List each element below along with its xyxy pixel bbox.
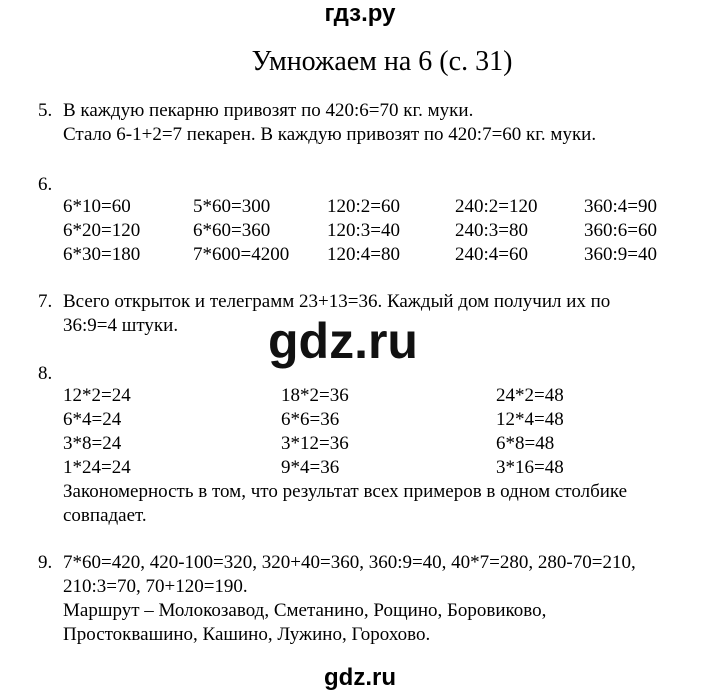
task-9-line-1: 7*60=420, 420-100=320, 320+40=360, 360:9=40, 40*7=280, 280-70=210,: [63, 552, 636, 573]
task-8-cell: 6*4=24: [63, 409, 122, 430]
task-6-cell: 6*20=120: [63, 220, 141, 241]
site-header: гдз.ру: [324, 0, 396, 27]
task-6-cell: 7*600=4200: [193, 244, 290, 265]
task-6-cell: 360:4=90: [584, 196, 657, 217]
task-6-number: 6.: [38, 174, 53, 195]
task-8-cell: 6*8=48: [496, 433, 555, 454]
task-6-cell: 6*60=360: [193, 220, 271, 241]
task-7-line-2: 36:9=4 штуки.: [63, 315, 179, 336]
task-6-cell: 6*30=180: [63, 244, 141, 265]
task-5-line-2: Стало 6-1+2=7 пекарен. В каждую привозят по 420:7=60 кг. муки.: [63, 124, 597, 145]
task-8-cell: 3*8=24: [63, 433, 122, 454]
task-8-cell: 24*2=48: [496, 385, 564, 406]
watermark: gdz.ru: [268, 313, 418, 369]
task-5-number: 5.: [38, 100, 53, 121]
task-8-cell: 12*2=24: [63, 385, 131, 406]
task-8-cell: 12*4=48: [496, 409, 564, 430]
task-8-cell: 18*2=36: [281, 385, 349, 406]
task-6-cell: 240:4=60: [455, 244, 528, 265]
task-6-cell: 5*60=300: [193, 196, 271, 217]
task-8-note-line-1: Закономерность в том, что результат всех примеров в одном столбике: [63, 481, 628, 502]
task-8-note-line-2: совпадает.: [63, 505, 147, 526]
task-6-cell: 360:9=40: [584, 244, 657, 265]
task-9-line-2: 210:3=70, 70+120=190.: [63, 576, 248, 597]
task-8-cell: 9*4=36: [281, 457, 340, 478]
task-8-cell: 3*16=48: [496, 457, 564, 478]
task-7-line-1: Всего открыток и телеграмм 23+13=36. Каждый дом получил их по: [63, 291, 611, 312]
task-8-cell: 6*6=36: [281, 409, 340, 430]
task-6-cell: 120:2=60: [327, 196, 400, 217]
task-8-cell: 3*12=36: [281, 433, 349, 454]
task-6-cell: 120:4=80: [327, 244, 400, 265]
task-5-line-1: В каждую пекарню привозят по 420:6=70 кг. муки.: [63, 100, 474, 121]
task-8-cell: 1*24=24: [63, 457, 131, 478]
site-footer: gdz.ru: [324, 664, 396, 691]
task-8-number: 8.: [38, 363, 53, 384]
task-9-line-4: Простоквашино, Кашино, Лужино, Горохово.: [63, 624, 431, 645]
task-6-cell: 6*10=60: [63, 196, 131, 217]
task-6-cell: 240:2=120: [455, 196, 538, 217]
task-7-number: 7.: [38, 291, 53, 312]
task-6-cell: 120:3=40: [327, 220, 400, 241]
task-6-cell: 360:6=60: [584, 220, 657, 241]
task-6-cell: 240:3=80: [455, 220, 528, 241]
task-9-line-3: Маршрут – Молокозавод, Сметанино, Рощино, Боровиково,: [63, 600, 547, 621]
task-9-number: 9.: [38, 552, 53, 573]
page-title: Умножаем на 6 (с. 31): [251, 46, 513, 77]
